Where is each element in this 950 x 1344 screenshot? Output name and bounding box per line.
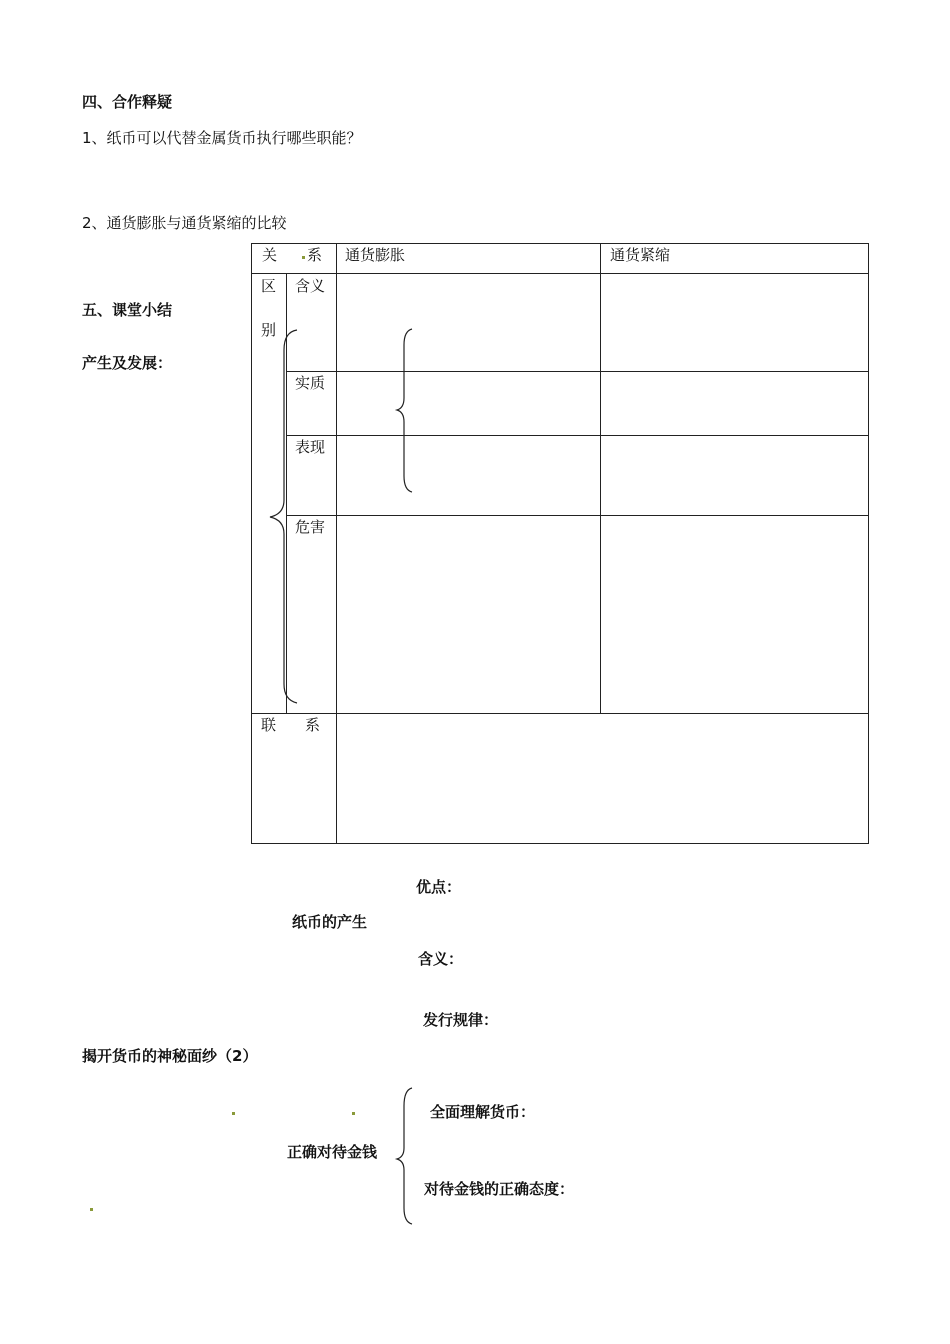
- section4-heading: 四、合作释疑: [82, 93, 173, 111]
- row-meaning: 含义: [295, 277, 326, 295]
- decor-dot: [232, 1112, 235, 1115]
- treat-money-label: 正确对待金钱: [287, 1143, 378, 1161]
- link-label-2: 系: [305, 716, 321, 734]
- section5-heading: 五、课堂小结: [82, 301, 173, 319]
- decor-dot: [302, 256, 305, 259]
- bottom-brace: [397, 1088, 412, 1224]
- title-2: 揭开货币的神秘面纱（2）: [82, 1047, 258, 1065]
- middle-brace: [397, 329, 412, 492]
- header-relation-2: 系: [307, 246, 323, 264]
- row-manifestation: 表现: [295, 438, 326, 456]
- meaning-label: 含义：: [418, 950, 464, 968]
- decor-dot: [352, 1112, 355, 1115]
- attitude-label: 对待金钱的正确态度：: [424, 1180, 575, 1198]
- question-1: 1、纸币可以代替金属货币执行哪些职能？: [82, 129, 362, 147]
- row-essence: 实质: [295, 374, 326, 392]
- understand-money-label: 全面理解货币：: [430, 1103, 536, 1121]
- paper-origin-label: 纸币的产生: [292, 913, 368, 931]
- row-harm: 危害: [295, 518, 326, 536]
- header-deflation: 通货紧缩: [610, 246, 671, 264]
- header-relation: 关: [262, 246, 278, 264]
- question-2: 2、通货膨胀与通货紧缩的比较: [82, 214, 287, 232]
- issue-rule-label: 发行规律：: [423, 1011, 499, 1029]
- diff-label-2: 别: [261, 321, 277, 339]
- header-inflation: 通货膨胀: [345, 246, 406, 264]
- diff-label-1: 区: [261, 277, 277, 295]
- decor-dot: [90, 1208, 93, 1211]
- link-label-1: 联: [261, 716, 277, 734]
- advantage-label: 优点：: [416, 878, 462, 896]
- left-brace: [270, 330, 297, 703]
- origin-label: 产生及发展：: [82, 354, 173, 372]
